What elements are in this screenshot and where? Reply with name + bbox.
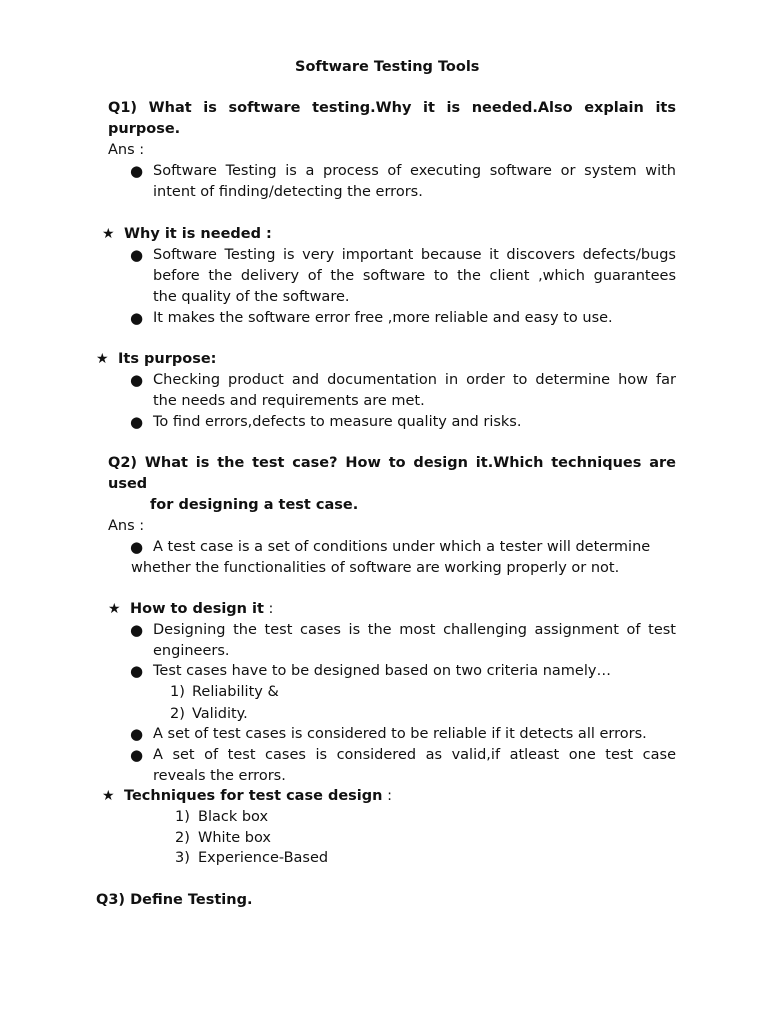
question-1-line-2: purpose. — [108, 121, 181, 137]
q1-answer-line-2: intent of finding/detecting the errors. — [153, 184, 423, 200]
why-item-1-line-2: before the delivery of the software to the client ,which guarantees — [153, 268, 676, 284]
question-1-line-1: Q1) What is software testing.Why it is needed.Also explain its — [108, 100, 676, 116]
why-item-1-line-1: Software Testing is very important because it discovers defects/bugs — [153, 247, 676, 263]
purpose-item-1-line-1: Checking product and documentation in order to determine how far — [153, 372, 676, 388]
star-icon: ★ — [102, 788, 115, 804]
ans-label-2: Ans : — [108, 518, 145, 534]
purpose-heading: Its purpose: — [118, 351, 217, 367]
star-icon: ★ — [96, 351, 109, 367]
technique-number-3: 3) — [175, 850, 190, 866]
bullet-icon: ● — [130, 621, 144, 639]
technique-item-3: Experience-Based — [198, 850, 329, 866]
star-icon: ★ — [102, 226, 115, 242]
bullet-icon: ● — [130, 413, 144, 431]
star-icon: ★ — [108, 601, 121, 617]
criteria-number-2: 2) — [170, 706, 185, 722]
purpose-item-2: To find errors,defects to measure quality and risks. — [153, 414, 522, 430]
how-to-design-label: How to design it — [130, 601, 264, 617]
design-item-1-line-1: Designing the test cases is the most challenging assignment of test — [153, 622, 676, 638]
q2-answer-line-2: whether the functionalities of software are working properly or not. — [131, 560, 620, 576]
ans-label-1: Ans : — [108, 142, 145, 158]
purpose-item-1-line-2: the needs and requirements are met. — [153, 393, 425, 409]
q2-answer-line-1: A test case is a set of conditions under which a tester will determine — [153, 539, 651, 555]
criteria-item-2: Validity. — [192, 706, 248, 722]
bullet-icon: ● — [130, 309, 144, 327]
bullet-icon: ● — [130, 662, 144, 680]
why-item-2: It makes the software error free ,more reliable and easy to use. — [153, 310, 613, 326]
bullet-icon: ● — [130, 725, 144, 743]
design-item-4-line-1: A set of test cases is considered as valid,if atleast one test case — [153, 747, 676, 763]
criteria-number-1: 1) — [170, 684, 185, 700]
how-to-design-colon: : — [263, 601, 274, 617]
bullet-icon: ● — [130, 538, 144, 556]
why-item-1-line-3: the quality of the software. — [153, 289, 350, 305]
technique-number-2: 2) — [175, 830, 190, 846]
techniques-colon: : — [382, 788, 392, 804]
technique-item-2: White box — [198, 830, 271, 846]
design-item-3: A set of test cases is considered to be reliable if it detects all errors. — [153, 726, 647, 742]
bullet-icon: ● — [130, 746, 144, 764]
bullet-icon: ● — [130, 371, 144, 389]
q1-answer-line-1: Software Testing is a process of executing software or system with — [153, 163, 676, 179]
bullet-icon: ● — [130, 246, 144, 264]
question-2-line-3: for designing a test case. — [150, 497, 359, 513]
bullet-icon: ● — [130, 162, 144, 180]
how-to-design-heading — [130, 599, 273, 620]
design-item-2: Test cases have to be designed based on two criteria namely… — [153, 663, 611, 679]
question-2-line-2: used — [108, 476, 148, 492]
why-needed-heading: Why it is needed : — [124, 226, 272, 242]
question-2-line-1: Q2) What is the test case? How to design it.Which techniques are — [108, 455, 676, 471]
document-title: Software Testing Tools — [295, 59, 480, 75]
question-3: Q3) Define Testing. — [96, 892, 253, 908]
technique-number-1: 1) — [175, 809, 190, 825]
design-item-4-line-2: reveals the errors. — [153, 768, 286, 784]
criteria-item-1: Reliability & — [192, 684, 279, 700]
design-item-1-line-2: engineers. — [153, 643, 230, 659]
techniques-label: Techniques for test case design — [124, 788, 383, 804]
technique-item-1: Black box — [198, 809, 269, 825]
techniques-heading — [124, 786, 392, 807]
